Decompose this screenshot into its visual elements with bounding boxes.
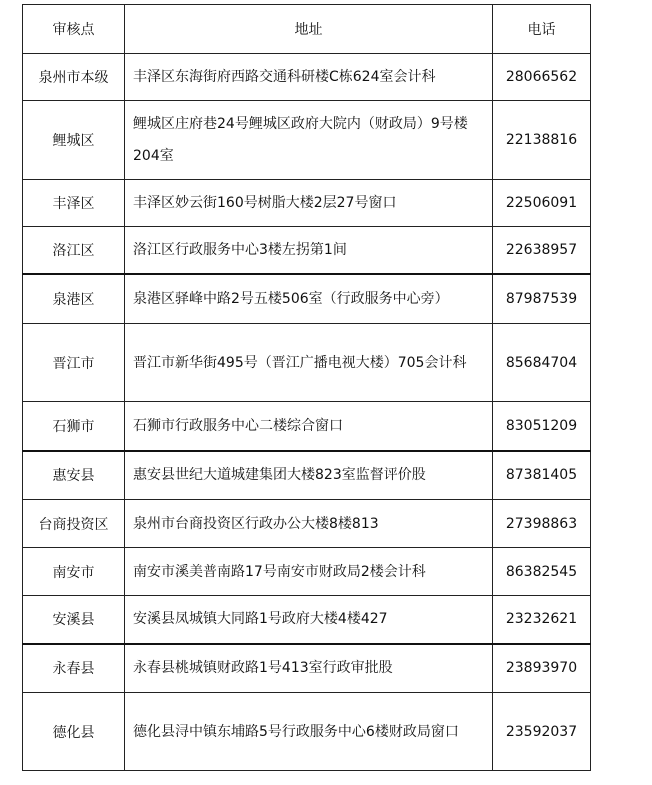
row-name: 永春县 xyxy=(23,644,125,693)
row-address: 泉州市台商投资区行政办公大楼8楼813 xyxy=(125,500,493,548)
row-address: 惠安县世纪大道城建集团大楼823室监督评价股 xyxy=(125,451,493,500)
table-row xyxy=(23,693,591,771)
row-phone: 27398863 xyxy=(493,500,591,548)
row-name: 南安市 xyxy=(23,548,125,596)
row-address: 石狮市行政服务中心二楼综合窗口 xyxy=(125,402,493,451)
row-phone: 23592037 xyxy=(493,693,591,771)
table-row xyxy=(23,500,591,548)
header-address: 地址 xyxy=(125,5,493,54)
header-name: 审核点 xyxy=(23,5,125,54)
table-row xyxy=(23,324,591,402)
header-phone: 电话 xyxy=(493,5,591,54)
table-row xyxy=(23,548,591,596)
row-name: 丰泽区 xyxy=(23,180,125,227)
row-phone: 22138816 xyxy=(493,101,591,180)
row-phone: 87987539 xyxy=(493,274,591,324)
row-address: 丰泽区东海街府西路交通科研楼C栋624室会计科 xyxy=(125,54,493,101)
table-row xyxy=(23,227,591,274)
row-phone: 87381405 xyxy=(493,451,591,500)
row-address: 德化县浔中镇东埔路5号行政服务中心6楼财政局窗口 xyxy=(125,693,493,771)
table-row xyxy=(23,54,591,101)
row-address: 永春县桃城镇财政路1号413室行政审批股 xyxy=(125,644,493,693)
table-row xyxy=(23,274,591,324)
row-name: 晋江市 xyxy=(23,324,125,402)
row-name: 安溪县 xyxy=(23,596,125,644)
row-address: 晋江市新华街495号（晋江广播电视大楼）705会计科 xyxy=(125,324,493,402)
row-phone: 28066562 xyxy=(493,54,591,101)
row-phone: 85684704 xyxy=(493,324,591,402)
audit-points-table xyxy=(22,4,591,771)
table-row xyxy=(23,644,591,693)
row-address: 泉港区驿峰中路2号五楼506室（行政服务中心旁） xyxy=(125,274,493,324)
row-address: 洛江区行政服务中心3楼左拐第1间 xyxy=(125,227,493,274)
row-address: 南安市溪美普南路17号南安市财政局2楼会计科 xyxy=(125,548,493,596)
row-address: 丰泽区妙云街160号树脂大楼2层27号窗口 xyxy=(125,180,493,227)
row-name: 德化县 xyxy=(23,693,125,771)
row-address: 鲤城区庄府巷24号鲤城区政府大院内（财政局）9号楼204室 xyxy=(125,101,493,180)
row-name: 洛江区 xyxy=(23,227,125,274)
row-name: 泉港区 xyxy=(23,274,125,324)
row-phone: 22506091 xyxy=(493,180,591,227)
row-name: 石狮市 xyxy=(23,402,125,451)
row-name: 鲤城区 xyxy=(23,101,125,180)
row-phone: 23893970 xyxy=(493,644,591,693)
row-name: 台商投资区 xyxy=(23,500,125,548)
row-phone: 86382545 xyxy=(493,548,591,596)
table-row xyxy=(23,101,591,180)
row-phone: 23232621 xyxy=(493,596,591,644)
table-row xyxy=(23,180,591,227)
table-row xyxy=(23,402,591,451)
row-name: 惠安县 xyxy=(23,451,125,500)
row-name: 泉州市本级 xyxy=(23,54,125,101)
row-phone: 83051209 xyxy=(493,402,591,451)
row-phone: 22638957 xyxy=(493,227,591,274)
row-address: 安溪县凤城镇大同路1号政府大楼4楼427 xyxy=(125,596,493,644)
table-row xyxy=(23,596,591,644)
header-row xyxy=(23,5,591,54)
table-row xyxy=(23,451,591,500)
